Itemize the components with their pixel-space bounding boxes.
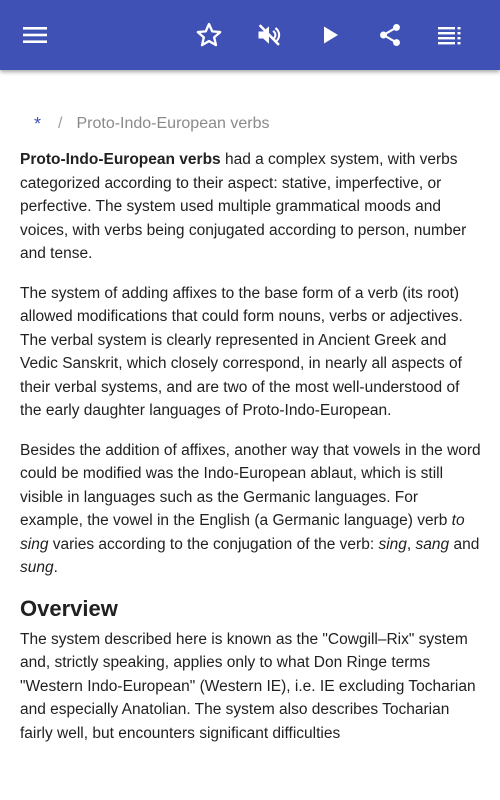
- star-icon: [195, 21, 223, 49]
- share-icon: [377, 22, 403, 48]
- article-content: [20, 100, 482, 761]
- paragraph-overview: The system described here is known as the "Cowgill–Rix" system and, strictly speaking, applies only to what Don Ringe terms "Western Indo-European" (Western IE), i.e. IE excluding Tocharian and especially Anatolian. The system also describes Tocharian fairly well, but encounters significant difficulties: [20, 630, 476, 742]
- menu-icon: [22, 25, 48, 45]
- ablaut-text-d: and: [449, 535, 480, 553]
- play-icon: [318, 23, 342, 47]
- ablaut-text-c: ,: [406, 535, 416, 553]
- share-button[interactable]: [370, 15, 410, 55]
- contents-button[interactable]: [430, 15, 470, 55]
- paragraph-ablaut: [20, 439, 482, 580]
- ablaut-text-e: .: [53, 559, 58, 576]
- volume-off-icon: [255, 21, 283, 49]
- intro-text: had a complex system, with verbs categorized according to their aspect: stative, imperfective, or perfective. The system used multiple grammatical moods and voices, with verbs being conjugated according to person, number and tense.: [20, 151, 467, 262]
- paragraph-intro: [20, 148, 482, 266]
- breadcrumb-separator: /: [58, 115, 63, 132]
- example-to-sing: to sing: [20, 512, 465, 553]
- breadcrumb-home-link[interactable]: *: [34, 113, 42, 134]
- ablaut-text-a: Besides the addition of affixes, another way that vowels in the word could be modified was the Indo-European ablaut, which is still visible in languages such as the Germanic languages. For example, the vowel in the English (a Germanic language) verb: [20, 441, 481, 529]
- bookmark-button[interactable]: [189, 15, 229, 55]
- example-sang: sang: [415, 535, 450, 553]
- article-title-bold: Proto-Indo-European verbs: [20, 151, 221, 168]
- breadcrumb: [34, 100, 482, 148]
- menu-button[interactable]: [15, 15, 55, 55]
- paragraph-affixes: The system of adding affixes to the base form of a verb (its root) allowed modifications that could form nouns, verbs or adjectives. The verbal system is clearly represented in Ancient Greek and Vedic Sanskrit, which closely correspond, in nearly all aspects of their verbal systems, and are two of the most well-understood of the early daughter languages of Proto-Indo-European.: [20, 284, 463, 419]
- list-icon: [437, 25, 463, 45]
- section-heading-overview: Overview: [20, 595, 118, 621]
- ablaut-text-b: varies according to the conjugation of the verb:: [48, 535, 379, 553]
- app-bar: [0, 0, 500, 70]
- example-sing: sing: [378, 535, 407, 553]
- mute-button[interactable]: [249, 15, 289, 55]
- play-button[interactable]: [310, 15, 350, 55]
- breadcrumb-current: Proto-Indo-European verbs: [76, 115, 270, 132]
- example-sung: sung: [20, 559, 54, 576]
